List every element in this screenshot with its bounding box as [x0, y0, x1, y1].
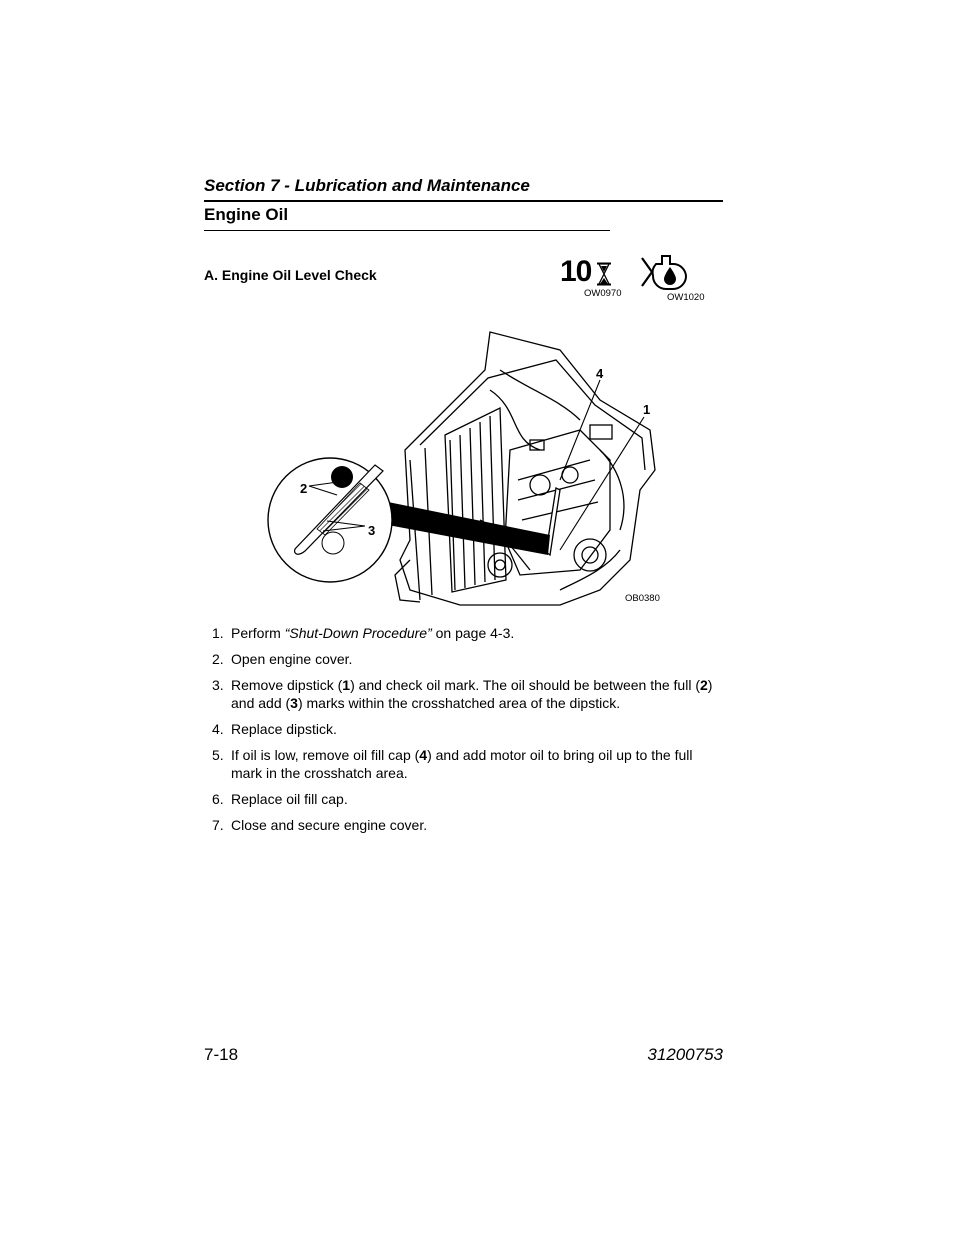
list-item: 2. Open engine cover.: [212, 651, 353, 667]
section-title: Section 7 - Lubrication and Maintenance: [204, 176, 530, 195]
topic-divider: [204, 230, 610, 231]
section-divider: [204, 200, 723, 202]
list-item: 1. Perform “Shut-Down Procedure” on page 4-3.: [212, 625, 515, 641]
list-item: 3. Remove dipstick (1) and check oil mark. The oil should be between the full (2) and add (3) marks within the crosshatched area of the dipstick.: [212, 677, 713, 711]
oil-drop-icon: [640, 252, 690, 292]
callout-4: 4: [596, 366, 604, 381]
dipstick-detail-inset: [265, 455, 395, 585]
callout-2: 2: [300, 481, 308, 496]
page-number: 7-18: [204, 1045, 239, 1064]
list-item: 5. If oil is low, remove oil fill cap (4) and add motor oil to bring oil up to the full mark in the crosshatch area.: [212, 747, 693, 781]
callout-1: 1: [643, 402, 651, 417]
interval-icon-code: OW0970: [584, 288, 622, 299]
oil-icon-code: OW1020: [667, 292, 705, 303]
callout-3: 3: [368, 523, 376, 538]
list-item: 6. Replace oil fill cap.: [212, 791, 348, 807]
doc-number: 31200753: [647, 1045, 723, 1064]
list-item: 7. Close and secure engine cover.: [212, 817, 428, 833]
procedure-steps: [212, 624, 727, 842]
hourglass-icon: [596, 262, 612, 286]
topic-title: Engine Oil: [204, 205, 289, 224]
figure-code: OB0380: [625, 593, 660, 604]
list-item: 4. Replace dipstick.: [212, 721, 337, 737]
subsection-heading: A. Engine Oil Level Check: [204, 267, 377, 283]
interval-hours: 10: [560, 255, 592, 288]
